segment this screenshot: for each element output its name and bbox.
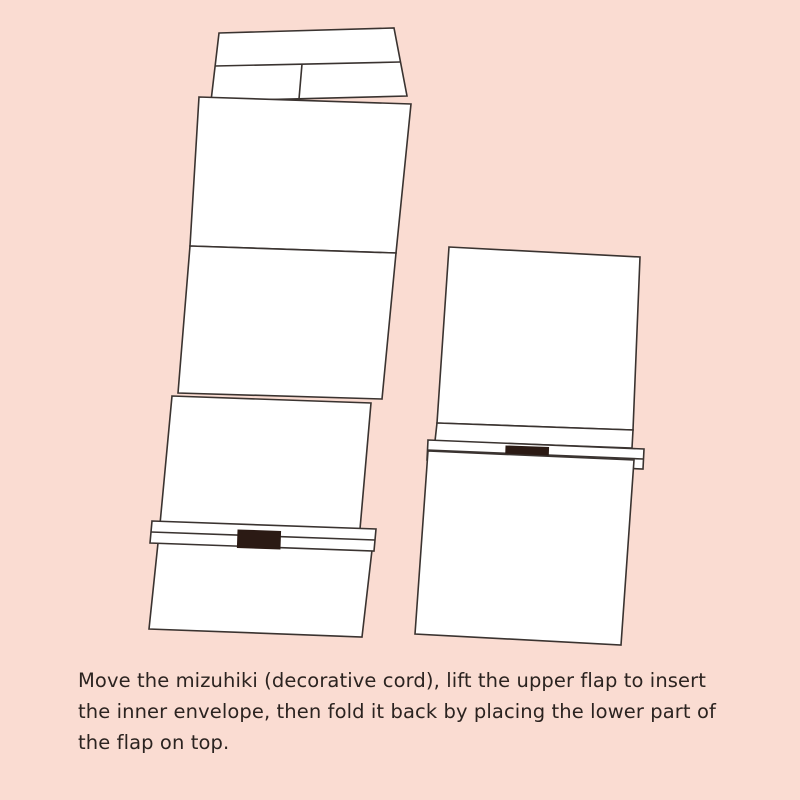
mizuhiki-knot	[238, 530, 281, 548]
envelope-body-upper	[190, 97, 411, 253]
left-envelope-open	[149, 28, 411, 637]
envelope-body-middle	[178, 246, 396, 399]
inner-envelope-panel	[160, 396, 371, 529]
upper-flap-lifted	[211, 28, 407, 101]
right-envelope-folded	[415, 247, 644, 645]
caption-line-1: Move the mizuhiki (decorative cord), lift the upper flap to insert	[78, 669, 706, 692]
caption-line-2: the inner envelope, then fold it back by placing the lower part of	[78, 700, 716, 723]
upper-panel	[437, 247, 640, 430]
caption-text	[78, 665, 728, 758]
lower-flap	[149, 543, 372, 637]
lower-flap-folded	[415, 451, 634, 645]
caption-line-3: the flap on top.	[78, 731, 230, 754]
